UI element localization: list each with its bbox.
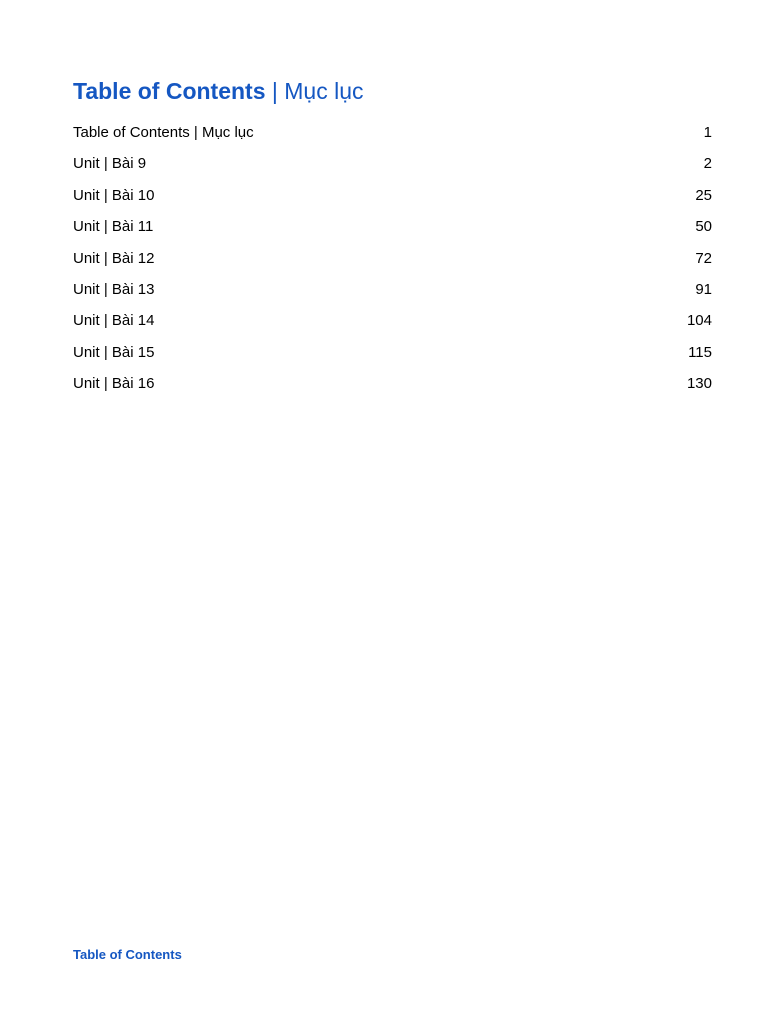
toc-entry-page: 91 bbox=[695, 280, 712, 298]
toc-entry[interactable] bbox=[73, 211, 712, 242]
toc-entry-page: 50 bbox=[695, 218, 712, 236]
page-title-subtitle: | Mục lục bbox=[271, 78, 364, 104]
toc-entry-page: 115 bbox=[688, 343, 712, 361]
toc-entry-label: Unit | Bài 14 bbox=[73, 312, 155, 330]
toc-entry[interactable] bbox=[73, 337, 712, 368]
toc-entry-page: 130 bbox=[686, 375, 712, 393]
toc-entry-label: Table of Contents | Mục lục bbox=[73, 124, 254, 141]
toc-entry-page: 25 bbox=[695, 186, 712, 204]
toc-entry[interactable] bbox=[73, 368, 712, 399]
toc-entry-label: Unit | Bài 12 bbox=[73, 249, 155, 267]
toc-entry-label: Unit | Bài 15 bbox=[73, 343, 155, 361]
toc-entry-page: 104 bbox=[686, 312, 712, 330]
toc-list bbox=[73, 117, 712, 400]
page-title bbox=[73, 76, 364, 106]
toc-entry[interactable] bbox=[73, 117, 712, 148]
page-title-main: Table of Contents bbox=[73, 78, 266, 104]
toc-entry[interactable] bbox=[73, 305, 712, 336]
toc-entry-page: 72 bbox=[695, 249, 712, 267]
page-footer: Table of Contents bbox=[73, 947, 182, 962]
toc-entry[interactable] bbox=[73, 148, 712, 179]
toc-entry-label: Unit | Bài 11 bbox=[73, 218, 154, 236]
toc-entry[interactable] bbox=[73, 180, 712, 211]
toc-entry[interactable] bbox=[73, 274, 712, 305]
toc-entry-page: 2 bbox=[703, 155, 712, 173]
toc-entry[interactable] bbox=[73, 243, 712, 274]
toc-entry-label: Unit | Bài 13 bbox=[73, 280, 155, 298]
toc-entry-label: Unit | Bài 10 bbox=[73, 186, 155, 204]
toc-entry-label: Unit | Bài 16 bbox=[73, 375, 155, 393]
toc-entry-label: Unit | Bài 9 bbox=[73, 155, 147, 173]
toc-entry-page: 1 bbox=[703, 124, 712, 141]
